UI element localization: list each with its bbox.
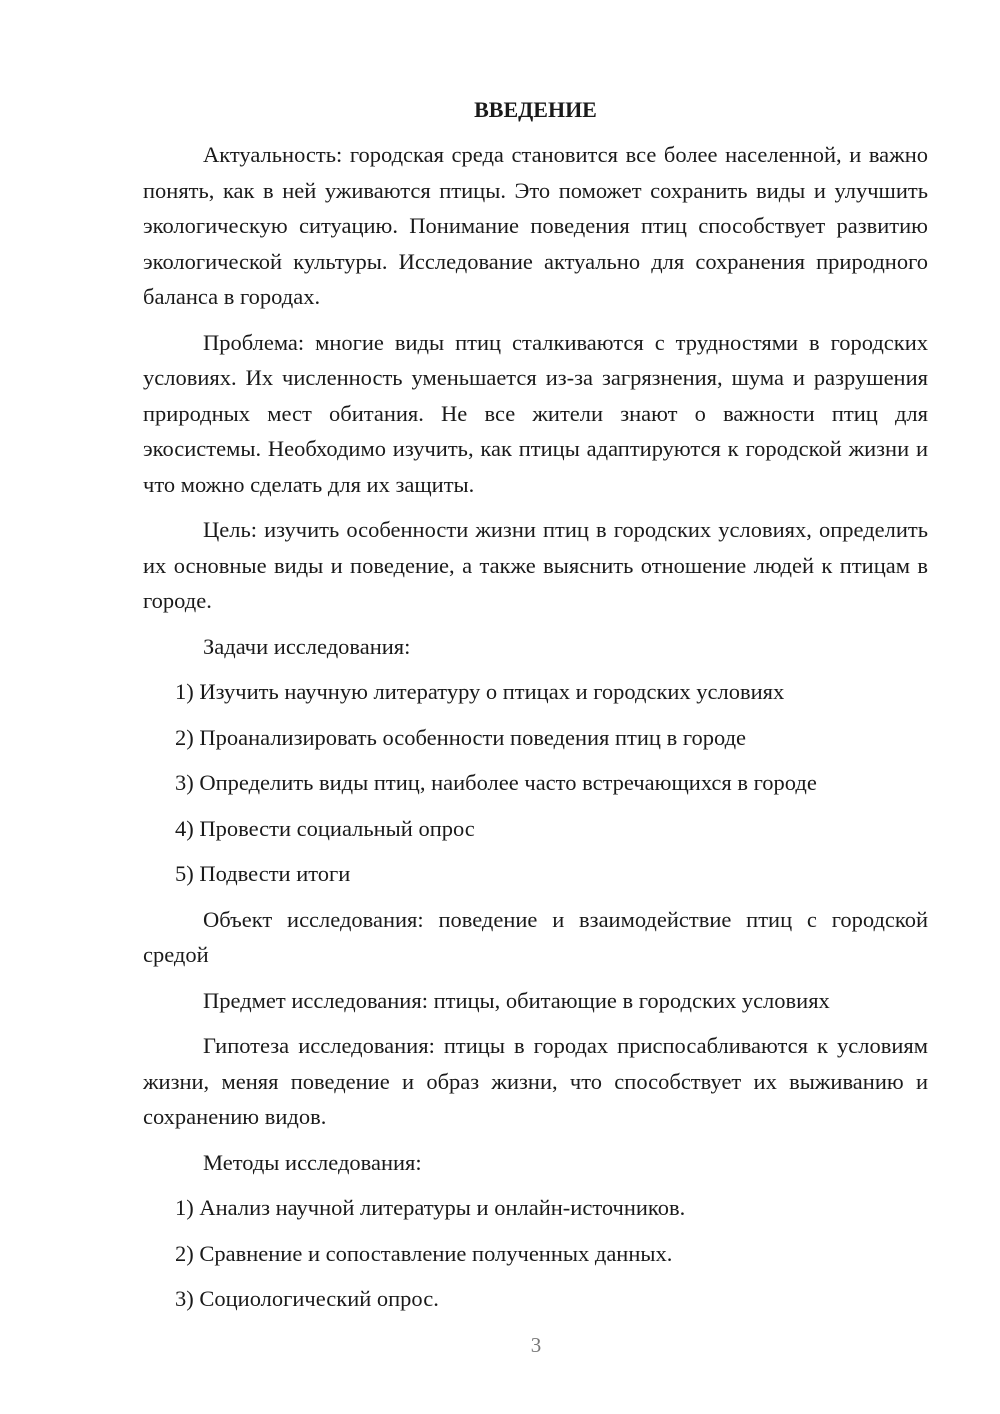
page-number: 3 [530, 1333, 542, 1357]
paragraph-subject: Предмет исследования: птицы, обитающие в городских условиях [203, 987, 830, 1013]
methods-heading: Методы исследования: [203, 1149, 422, 1175]
list-item: 3) Определить виды птиц, наиболее часто встречающихся в городе [175, 770, 817, 795]
list-item: 5) Подвести итоги [175, 861, 351, 886]
paragraph-object: Объект исследования: поведение и взаимодействие птиц с городской средой [143, 906, 928, 967]
list-item: 4) Провести социальный опрос [175, 815, 475, 841]
paragraph-problem: Проблема: многие виды птиц сталкиваются с трудностями в городских условиях. Их численность уменьшается из-за загрязнения, шума и разрушения природных мест обитания. Не все жители знают о важности птиц для экосистемы. Необходимо изучить, как птицы адаптируются к городской жизни и что можно сделать для их защиты. [143, 329, 928, 497]
list-item: 2) Проанализировать особенности поведения птиц в городе [175, 724, 747, 750]
paragraph-hypothesis: Гипотеза исследования: птицы в городах приспосабливаются к условиям жизни, меняя поведение и образ жизни, что способствует их выживанию и сохранению видов. [143, 1033, 928, 1129]
document-page [143, 92, 928, 1317]
methods-list [143, 1190, 928, 1317]
list-item: 2) Сравнение и сопоставление полученных данных. [175, 1240, 673, 1266]
paragraph-relevance: Актуальность: городская среда становится все более населенной, и важно понять, как в ней уживаются птицы. Это поможет сохранить виды и улучшить экологическую ситуацию. Понимание поведения птиц способствует развитию экологической культуры. Исследование актуально для сохранения природного баланса в городах. [143, 142, 928, 309]
list-item: 3) Социологический опрос. [175, 1286, 439, 1311]
tasks-heading: Задачи исследования: [203, 633, 411, 659]
tasks-list [143, 674, 928, 892]
list-item: 1) Анализ научной литературы и онлайн-источников. [175, 1195, 686, 1220]
paragraph-goal: Цель: изучить особенности жизни птиц в городских условиях, определить их основные виды и поведение, а также выяснить отношение людей к птицам в городе. [143, 517, 928, 613]
list-item: 1) Изучить научную литературу о птицах и городских условиях [175, 679, 785, 704]
page-title: ВВЕДЕНИЕ [474, 97, 597, 122]
heading-wrap [143, 92, 928, 128]
